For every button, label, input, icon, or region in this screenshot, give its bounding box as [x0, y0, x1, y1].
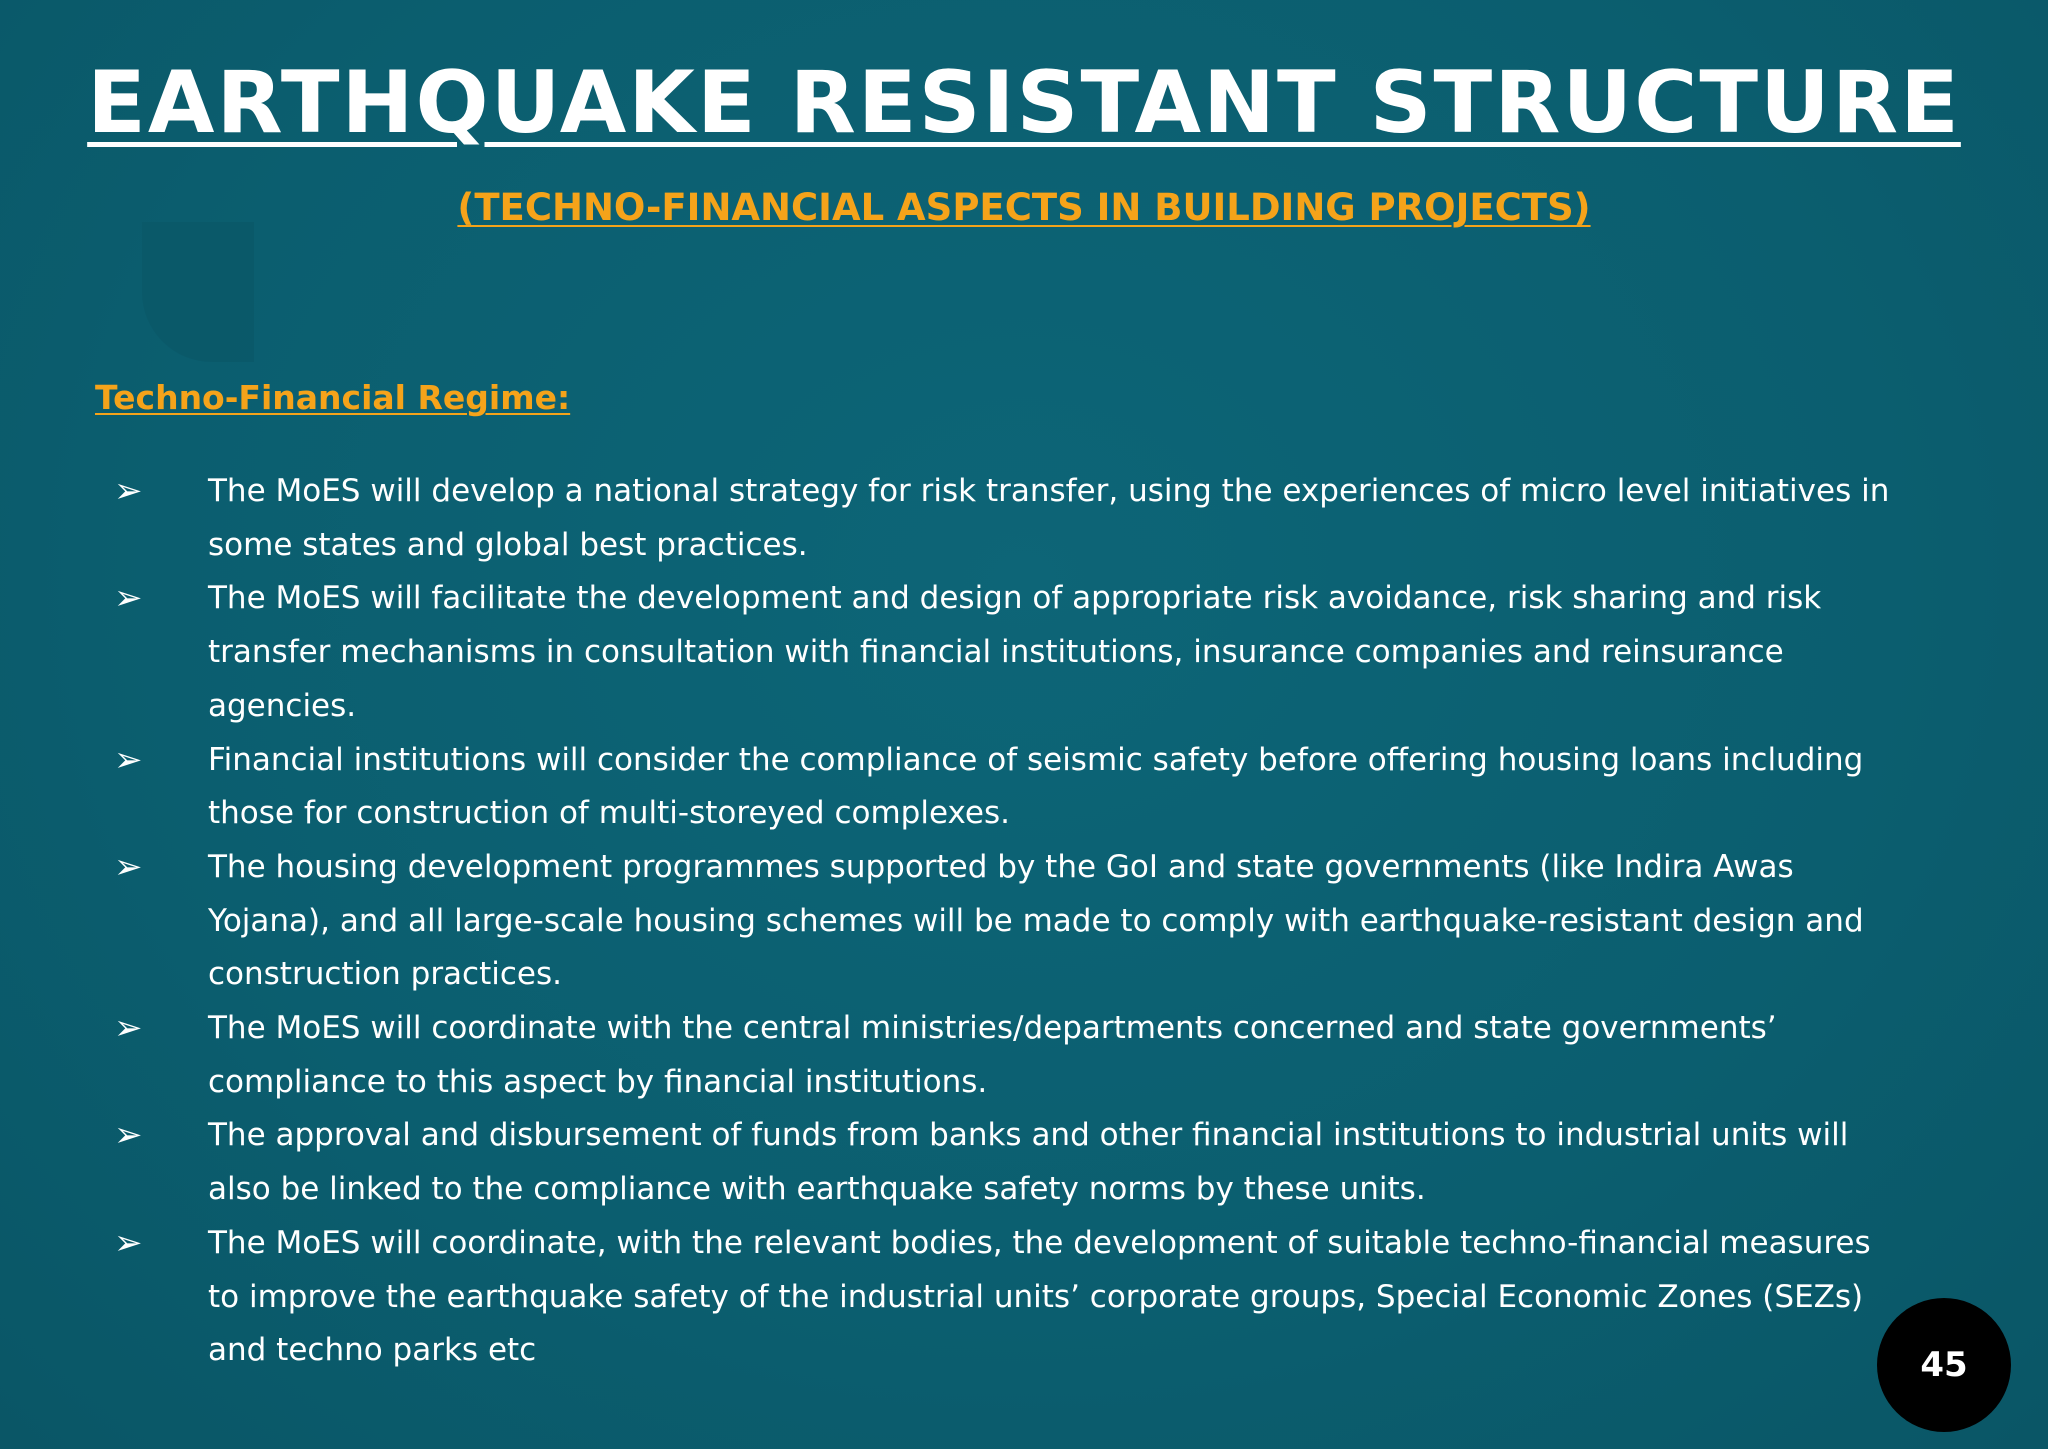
bullet-text: The MoES will develop a national strategy for risk transfer, using the experiences of micro level initiatives in some states and global best practices.	[208, 473, 1890, 563]
list-item	[110, 465, 1910, 572]
section-heading: Techno-Financial Regime:	[95, 378, 571, 417]
bullet-text: The MoES will coordinate with the central ministries/departments concerned and state governments’ compliance to this aspect by financial institutions.	[208, 1010, 1777, 1100]
arrowhead-bullet-icon: ➢	[114, 471, 143, 511]
arrowhead-bullet-icon: ➢	[114, 846, 143, 887]
arrowhead-bullet-icon: ➢	[114, 1222, 143, 1263]
bullet-list	[110, 465, 1910, 1378]
list-item	[110, 841, 1910, 1002]
bullet-text: The approval and disbursement of funds from banks and other financial institutions to industrial units will also be linked to the compliance with earthquake safety norms by these units.	[208, 1117, 1849, 1208]
bullet-text: The MoES will coordinate, with the relevant bodies, the development of suitable techno-financial measures to improve the earthquake safety of the industrial units’ corporate groups, Special Economic Zones (SEZs) and techno parks etc	[208, 1224, 1871, 1369]
list-item	[110, 1002, 1910, 1109]
arrowhead-bullet-icon: ➢	[114, 1008, 143, 1049]
arrowhead-bullet-icon: ➢	[114, 578, 143, 619]
slide-subtitle: (TECHNO-FINANCIAL ASPECTS IN BUILDING PROJECTS)	[457, 186, 1591, 229]
bullet-text: The MoES will facilitate the development and design of appropriate risk avoidance, risk sharing and risk transfer mechanisms in consultation with financial institutions, insurance companies and reinsurance agencies.	[208, 580, 1822, 724]
arrowhead-bullet-icon: ➢	[114, 1115, 143, 1156]
list-item	[110, 572, 1910, 733]
bullet-text: Financial institutions will consider the compliance of seismic safety before offering housing loans including those for construction of multi-storeyed complexes.	[208, 741, 1864, 832]
decorative-shape	[142, 222, 254, 362]
slide-title: EARTHQUAKE RESISTANT STRUCTURE	[87, 53, 1961, 153]
bullet-text: The housing development programmes supported by the GoI and state governments (like Indira Awas Yojana), and all large-scale housing schemes will be made to comply with earthquake-resistant design and construction practices.	[208, 848, 1864, 993]
list-item	[110, 1217, 1910, 1378]
page-number-badge: 45	[1877, 1298, 2011, 1432]
arrowhead-bullet-icon: ➢	[114, 739, 143, 780]
list-item	[110, 734, 1910, 841]
list-item	[110, 1109, 1910, 1216]
